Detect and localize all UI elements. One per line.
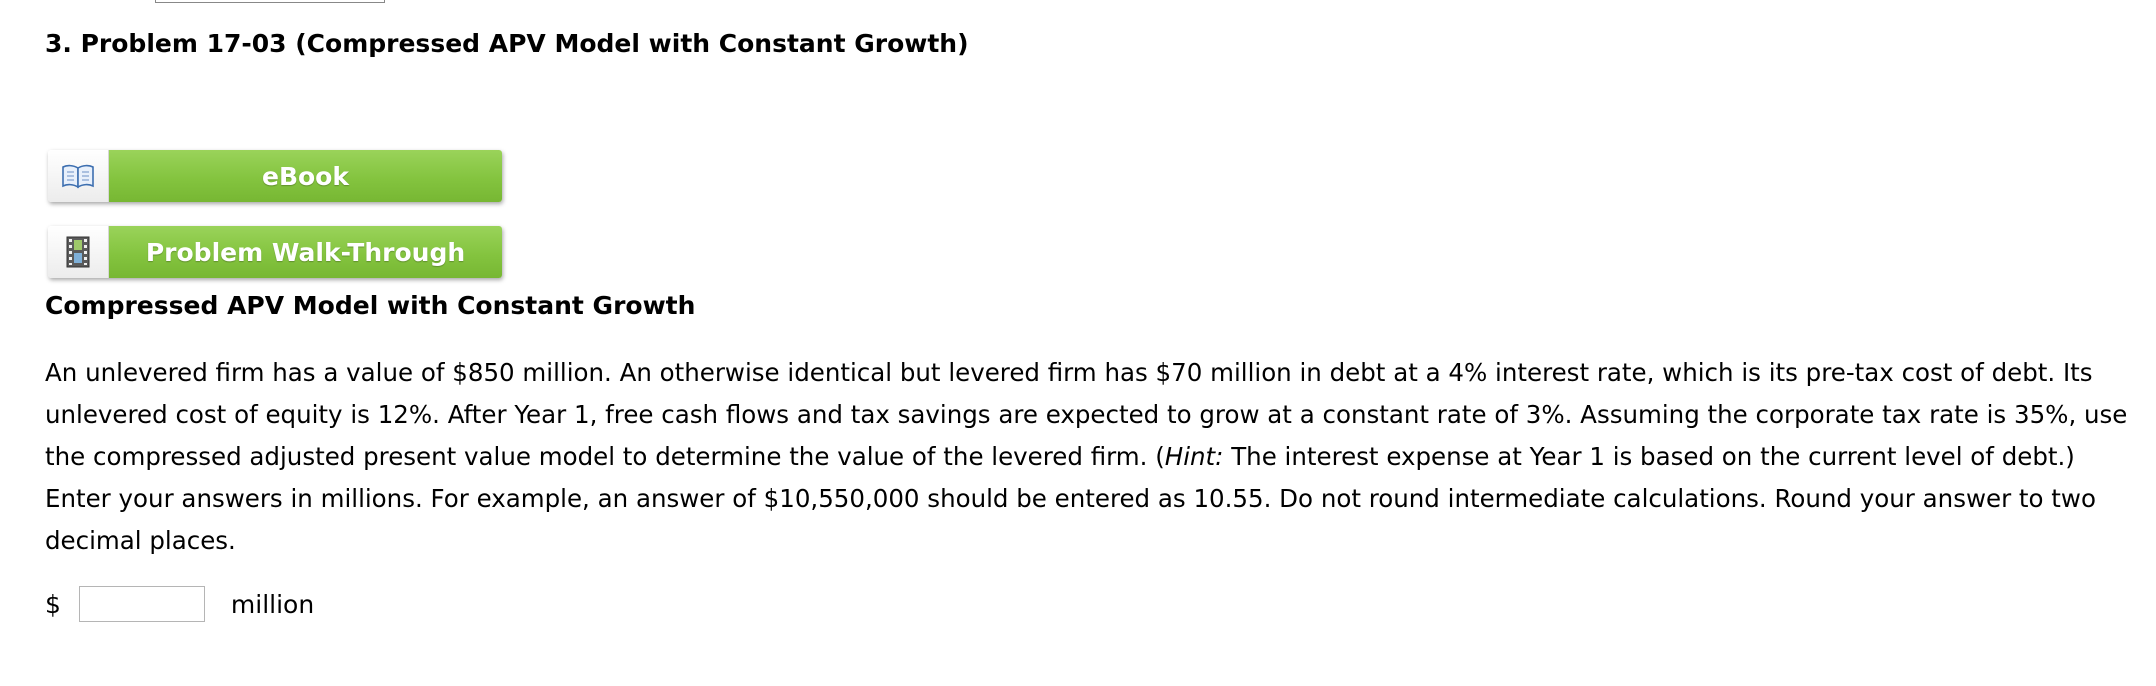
walkthrough-icon-box bbox=[48, 226, 109, 278]
previous-element-edge bbox=[155, 0, 385, 3]
question-heading: Compressed APV Model with Constant Growth bbox=[45, 291, 696, 320]
walkthrough-button-label: Problem Walk-Through bbox=[109, 226, 502, 278]
film-icon bbox=[65, 236, 91, 268]
answer-row bbox=[45, 584, 314, 624]
ebook-button[interactable] bbox=[48, 150, 502, 202]
question-text bbox=[45, 352, 2135, 562]
hint-label: Hint: bbox=[1164, 442, 1224, 471]
problem-title: 3. Problem 17-03 (Compressed APV Model with Constant Growth) bbox=[45, 29, 969, 58]
ebook-button-label: eBook bbox=[109, 150, 502, 202]
question-text-part-2: The interest expense at Year 1 is based on the current level of debt.) Enter your answers in millions. For example, an answer of $10,550,000 should be entered as 10.55. Do not round intermediate calculations. Round your answer to two decimal places. bbox=[45, 442, 2096, 555]
currency-symbol: $ bbox=[45, 589, 61, 619]
question-text-part-1: An unlevered firm has a value of $850 million. An otherwise identical but levered firm has $70 million in debt at a 4% interest rate, which is its pre-tax cost of debt. Its unlevered cost of equity is 12%. After Year 1, free cash flows and tax savings are expected to grow at a constant rate of 3%. Assuming the corporate tax rate is 35%, use the compressed adjusted present value model to determine the value of the levered firm. ( bbox=[45, 358, 2128, 471]
problem-walkthrough-button[interactable] bbox=[48, 226, 502, 278]
answer-unit: million bbox=[230, 589, 315, 619]
book-icon bbox=[61, 163, 95, 189]
answer-input[interactable] bbox=[79, 586, 205, 622]
ebook-icon-box bbox=[48, 150, 109, 202]
